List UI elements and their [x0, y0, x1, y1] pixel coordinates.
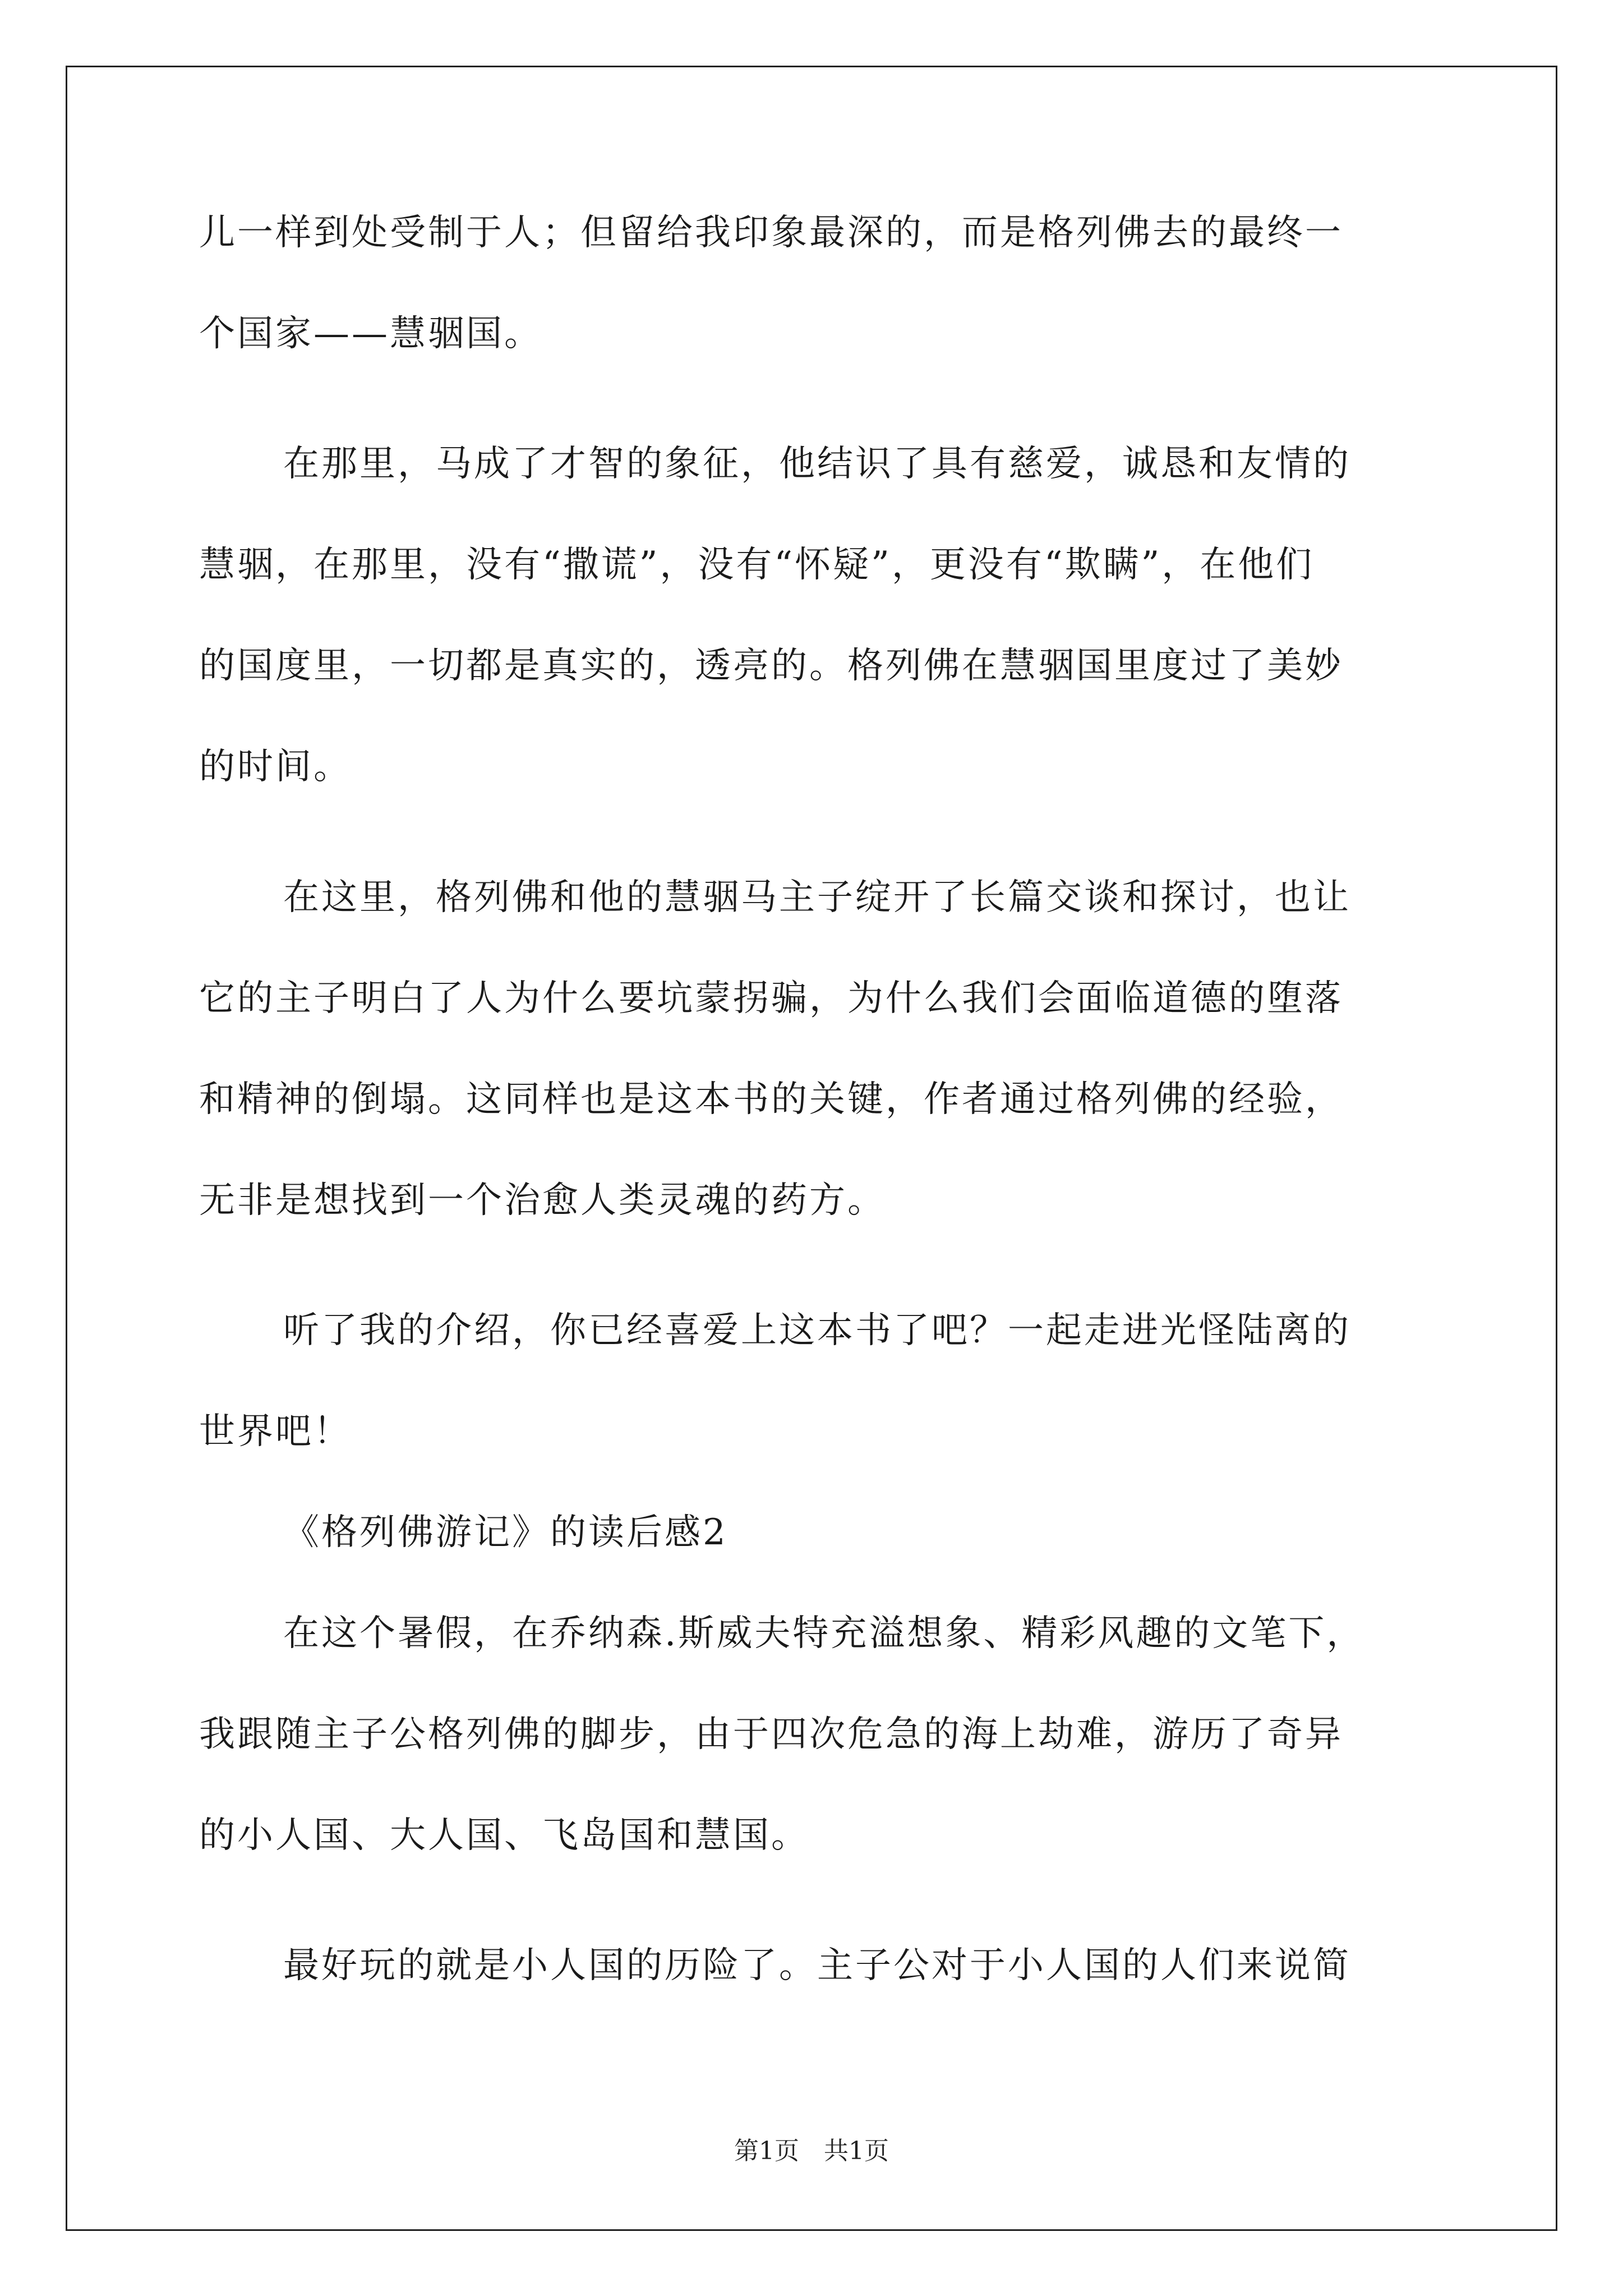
paragraph-start-line: 最好玩的就是小人国的历险了。主子公对于小人国的人们来说简 [283, 1945, 1351, 1986]
text-line: 无非是想找到一个治愈人类灵魂的药方。 [199, 1180, 886, 1221]
paragraph-start-line: 在这个暑假，在乔纳森.斯威夫特充溢想象、精彩风趣的文笔下， [283, 1613, 1365, 1654]
text-line: 的小人国、大人国、飞岛国和慧国。 [199, 1815, 809, 1856]
paragraph-start-line: 在这里，格列佛和他的慧骃马主子绽开了长篇交谈和探讨，也让 [283, 877, 1351, 918]
text-line: 慧骃，在那里，没有“撒谎”，没有“怀疑”，更没有“欺瞒”，在他们 [199, 544, 1315, 586]
page-border [66, 66, 1557, 2231]
page-number-footer: 第1页 共1页 [734, 2137, 889, 2165]
text-line: 的国度里，一切都是真实的，透亮的。格列佛在慧骃国里度过了美妙 [199, 645, 1343, 687]
paragraph-start-line: 在那里，马成了才智的象征，他结识了具有慈爱，诚恳和友情的 [283, 443, 1351, 485]
text-line: 我跟随主子公格列佛的脚步，由于四次危急的海上劫难，游历了奇异 [199, 1714, 1343, 1755]
text-line: 和精神的倒塌。这同样也是这本书的关键，作者通过格列佛的经验， [199, 1079, 1343, 1120]
section-heading: 《格列佛游记》的读后感2 [283, 1512, 728, 1553]
text-line: 的时间。 [199, 746, 352, 788]
text-line: 世界吧！ [199, 1411, 352, 1452]
text-line: 个国家——慧骃国。 [199, 313, 542, 355]
text-line: 它的主子明白了人为什么要坑蒙拐骗，为什么我们会面临道德的堕落 [199, 978, 1343, 1019]
paragraph-start-line: 听了我的介绍，你已经喜爱上这本书了吧？一起走进光怪陆离的 [283, 1310, 1351, 1351]
text-line: 儿一样到处受制于人；但留给我印象最深的，而是格列佛去的最终一 [199, 212, 1343, 254]
